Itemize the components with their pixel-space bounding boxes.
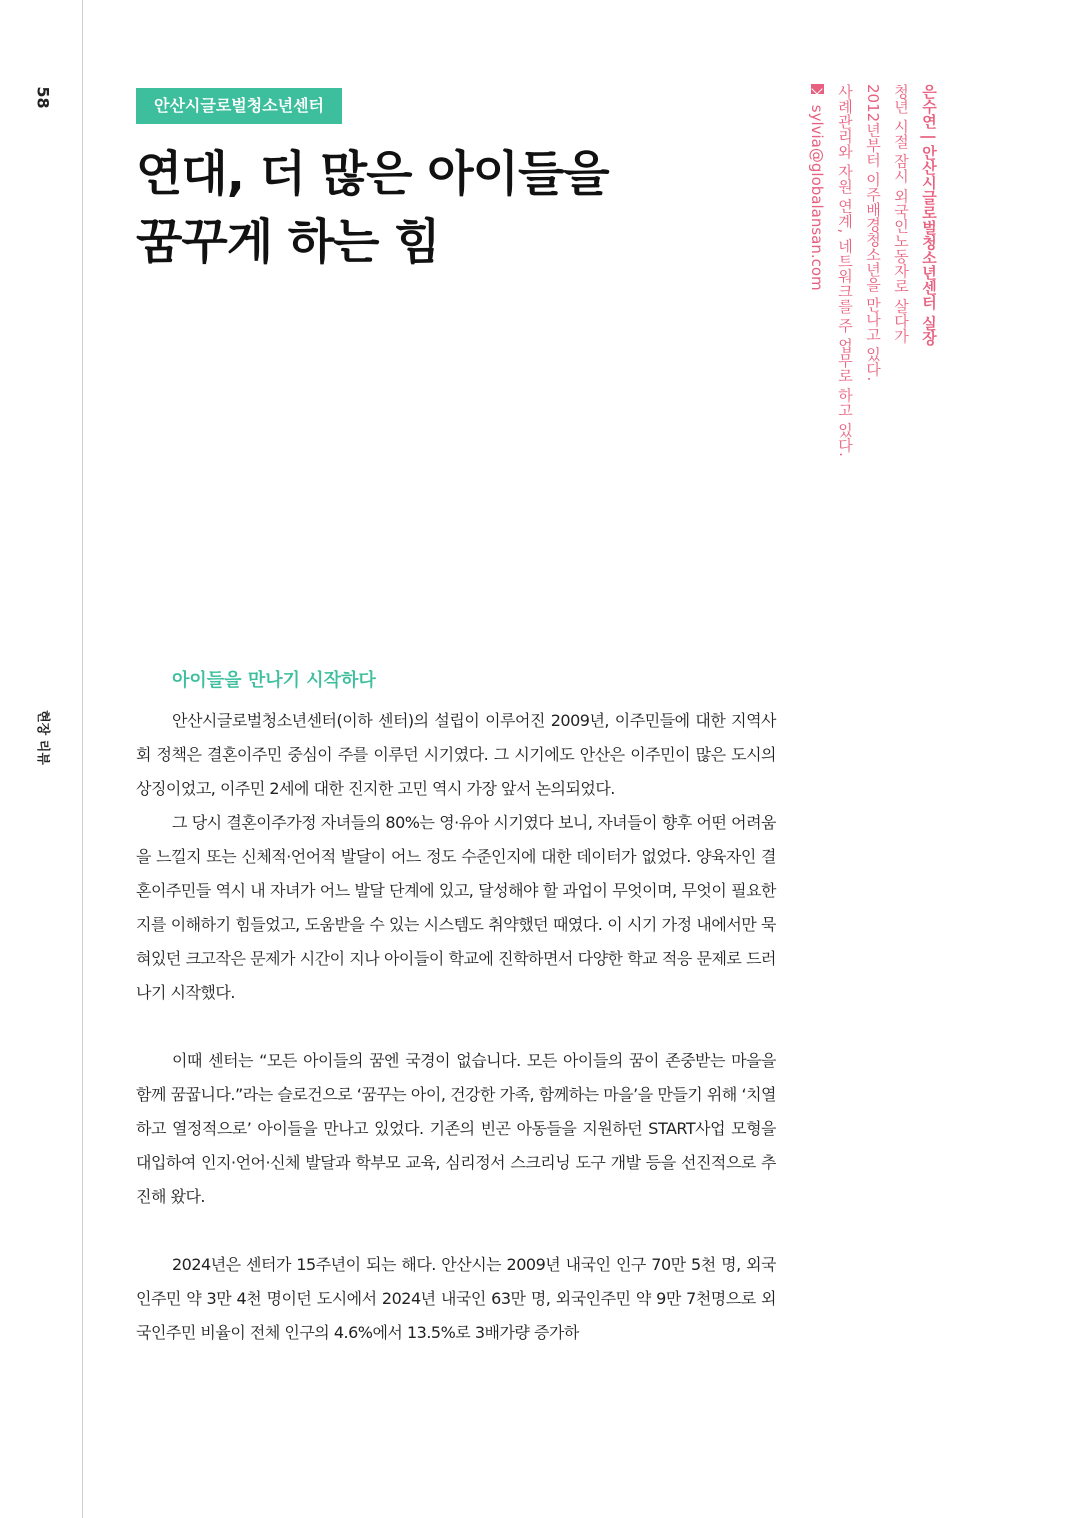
margin-rule xyxy=(82,0,83,1518)
section-subheading: 아이들을 만나기 시작하다 xyxy=(172,670,376,691)
article-title xyxy=(136,140,736,276)
section-label-text: 현장 리뷰 xyxy=(34,709,50,765)
paragraph: 이때 센터는 “모든 아이들의 꿈엔 국경이 없습니다. 모든 아이들의 꿈이 존중받는 마을을 함께 꿈꿉니다.”라는 슬로건으로 ‘꿈꾸는 아이, 건강한 가족, 함께하는 마을’을 만들기 위해 ‘치열하고 열정적으로’ 아이들을 만나고 있었다. 기존의 빈곤 아동들을 지원하던 START사업 모형을 대입하여 인지·언어·신체 발달과 학부모 교육, 심리정서 스크리닝 도구 개발 등을 선진적으로 추진해 왔다. xyxy=(136,1051,776,1206)
author-bio-line-2: 2012년부터 이주배경청소년을 만나고 있다. xyxy=(864,84,882,382)
page-number: 58 xyxy=(33,86,53,109)
article-body xyxy=(136,704,776,1350)
mail-icon xyxy=(811,84,824,94)
paragraph: 안산시글로벌청소년센터(이하 센터)의 설립이 이루어진 2009년, 이주민들에 대한 지역사회 정책은 결혼이주민 중심이 주를 이루던 시기였다. 그 시기에도 안산은 이주민이 많은 도시의 상징이었고, 이주민 2세에 대한 진지한 고민 역시 가장 앞서 논의되었다. xyxy=(136,711,776,798)
title-line-1: 연대, 더 많은 아이들을 xyxy=(136,146,609,202)
title-line-2: 꿈꾸게 하는 힘 xyxy=(136,214,440,270)
author-name-title: 은수연 | 안산시글로벌청소년센터 실장 xyxy=(920,84,938,346)
section-label xyxy=(22,709,66,765)
paragraph: 그 당시 결혼이주가정 자녀들의 80%는 영·유아 시기였다 보니, 자녀들이 향후 어떤 어려움을 느낄지 또는 신체적·언어적 발달이 어느 정도 수준인지에 대한 데이터가 없었다. 양육자인 결혼이주민들 역시 내 자녀가 어느 발달 단계에 있고, 달성해야 할 과업이 무엇이며, 무엇이 필요한지를 이해하기 힘들었고, 도움받을 수 있는 시스템도 취약했던 때였다. 이 시기 가정 내에서만 묵혀있던 크고작은 문제가 시간이 지나 아이들이 학교에 진학하면서 다양한 학교 적응 문제로 드러나기 시작했다. xyxy=(136,813,776,1002)
author-email[interactable]: sylvia@globalansan.com xyxy=(808,104,826,291)
paragraph: 2024년은 센터가 15주년이 되는 해다. 안산시는 2009년 내국인 인구 70만 5천 명, 외국인주민 약 3만 4천 명이던 도시에서 2024년 내국인 63만 명, 외국인주민 약 9만 7천명으로 외국인주민 비율이 전체 인구의 4.6%에서 13.5%로 3배가량 증가하 xyxy=(136,1255,776,1342)
author-bio-line-1: 청년 시절 잠시 외국인노동자로 살다가 xyxy=(892,84,910,344)
author-email-line xyxy=(806,84,828,291)
organization-tag: 안산시글로벌청소년센터 xyxy=(136,88,342,124)
author-bio-line-3: 사례관리와 자원 연계, 네트워크를 주 업무로 하고 있다. xyxy=(836,84,854,457)
author-info xyxy=(806,84,946,484)
